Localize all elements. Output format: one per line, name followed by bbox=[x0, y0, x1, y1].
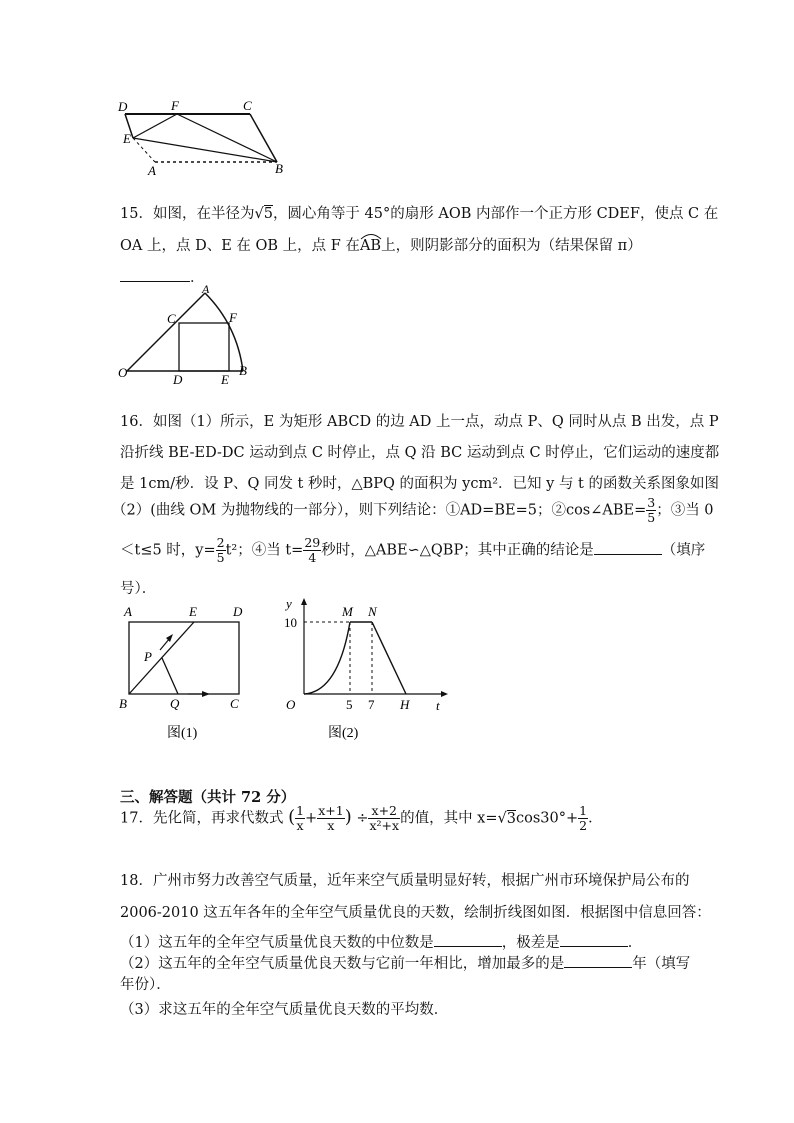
q16-line1: 16．如图（1）所示，E 为矩形 ABCD 的边 AD 上一点，动点 P、Q 同时从点 B 出发，点 P bbox=[120, 414, 719, 430]
label-A: A bbox=[124, 604, 132, 619]
answer-blank-median[interactable] bbox=[434, 932, 502, 947]
q17-line: 17．先化简，再求代数式 ( $\frac{1}{x}$ + $\frac{x+1}{x}$ ) ÷ $\frac{x+2}{\text{x²+x}}$ 的值，其中 x=√3cos30°+ $\frac{1}{2}$ ． bbox=[120, 803, 603, 833]
label-E: E bbox=[123, 131, 131, 146]
label-D: D bbox=[233, 604, 243, 619]
section-3-title: 三、解答题（共计 72 分） bbox=[120, 789, 296, 806]
figure-q14 bbox=[115, 98, 295, 178]
label-A: A bbox=[148, 163, 156, 178]
figure-q16-2 bbox=[278, 590, 453, 750]
label-C: C bbox=[230, 696, 239, 711]
label-N: N bbox=[368, 604, 377, 619]
q16-line5: ＜t≤5 时，y= $\frac{2}{5}$ t²；④当 t= $\frac{29}{4}$ 秒时，△ABE∽△QBP；其中正确的结论是 （填序 bbox=[120, 535, 706, 565]
q18-part2-cont: 年份）． bbox=[120, 977, 171, 993]
label-A: A bbox=[202, 285, 210, 296]
label-5: 5 bbox=[346, 697, 353, 712]
q18-part2: （2）这五年的全年空气质量优良天数与它前一年相比，增加最多的是 年（填写 bbox=[120, 952, 690, 973]
label-B: B bbox=[119, 696, 127, 711]
caption-fig2: 图(2) bbox=[328, 726, 359, 741]
label-E: E bbox=[189, 604, 197, 619]
arc-AB: AB bbox=[360, 238, 381, 254]
fraction-3-5: $\frac{3}{5}$ bbox=[647, 495, 656, 525]
answer-blank-year[interactable] bbox=[564, 953, 632, 968]
label-C: C bbox=[243, 98, 252, 113]
fraction-1-2: $\frac{1}{2}$ bbox=[579, 803, 588, 833]
q16-line2: 沿折线 BE-ED-DC 运动到点 C 时停止，点 Q 沿 BC 运动到点 C 时停止，它们运动的速度都 bbox=[120, 445, 720, 461]
label-B: B bbox=[275, 161, 283, 176]
fraction-1-x: $\frac{1}{x}$ bbox=[296, 803, 305, 833]
label-P: P bbox=[144, 649, 152, 664]
q15-line1: 15．如图，在半径为√5，圆心角等于 45°的扇形 AOB 内部作一个正方形 CDEF，使点 C 在 bbox=[120, 206, 719, 222]
label-t: t bbox=[436, 698, 440, 713]
label-H: H bbox=[400, 697, 410, 712]
label-10: 10 bbox=[284, 615, 297, 630]
label-O: O bbox=[118, 365, 128, 380]
label-Q: Q bbox=[170, 696, 180, 711]
label-y: y bbox=[286, 596, 292, 611]
sqrt-symbol: √ bbox=[254, 206, 264, 222]
caption-fig1: 图(1) bbox=[167, 726, 198, 741]
q16-line4: （2）(曲线 OM 为抛物线的一部分），则下列结论：①AD=BE=5；②cos∠ABE= $\frac{3}{5}$ ；③当 0 bbox=[112, 495, 714, 525]
q15-line2: OA 上，点 D、E 在 OB 上，点 F 在AB 上，则阴影部分的面积为（结果保留 π） bbox=[120, 234, 642, 255]
q16-line6: 号）． bbox=[120, 581, 157, 597]
fraction-29-4: $\frac{29}{4}$ bbox=[304, 535, 321, 565]
label-E: E bbox=[221, 372, 229, 385]
q18-part3: （3）求这五年的全年空气质量优良天数的平均数． bbox=[120, 1002, 449, 1018]
q15-line3: ． bbox=[120, 266, 205, 287]
label-M: M bbox=[342, 604, 353, 619]
fraction-x1-x: $\frac{x+1}{x}$ bbox=[318, 803, 344, 833]
label-C: C bbox=[167, 311, 176, 326]
label-D: D bbox=[118, 99, 128, 114]
q18-line1: 18．广州市努力改善空气质量，近年来空气质量明显好转，根据广州市环境保护局公布的 bbox=[120, 873, 690, 889]
figure-q15 bbox=[115, 285, 255, 385]
label-F: F bbox=[229, 310, 237, 325]
fraction-2-5: $\frac{2}{5}$ bbox=[216, 535, 225, 565]
fraction-x2-x2x: $\frac{x+2}{\text{x²+x}}$ bbox=[369, 803, 400, 833]
q18-part1: （1）这五年的全年空气质量优良天数的中位数是 ，极差是 ． bbox=[120, 931, 642, 952]
label-B: B bbox=[239, 363, 247, 378]
label-O: O bbox=[286, 697, 296, 712]
answer-blank-q16[interactable] bbox=[594, 540, 662, 555]
sqrt-symbol: √ bbox=[497, 810, 507, 827]
label-D: D bbox=[173, 372, 183, 385]
answer-blank-range[interactable] bbox=[560, 932, 628, 947]
figure-q16-1 bbox=[112, 600, 262, 750]
q16-line3: 是 1cm/秒．设 P、Q 同发 t 秒时，△BPQ 的面积为 ycm²．已知 y 与 t 的函数关系图象如图 bbox=[120, 476, 719, 492]
label-F: F bbox=[171, 98, 179, 113]
label-7: 7 bbox=[368, 697, 375, 712]
answer-blank-q15[interactable] bbox=[120, 267, 190, 282]
q18-line2: 2006-2010 这五年各年的全年空气质量优良的天数，绘制折线图如图．根据图中信息回答： bbox=[120, 905, 711, 921]
